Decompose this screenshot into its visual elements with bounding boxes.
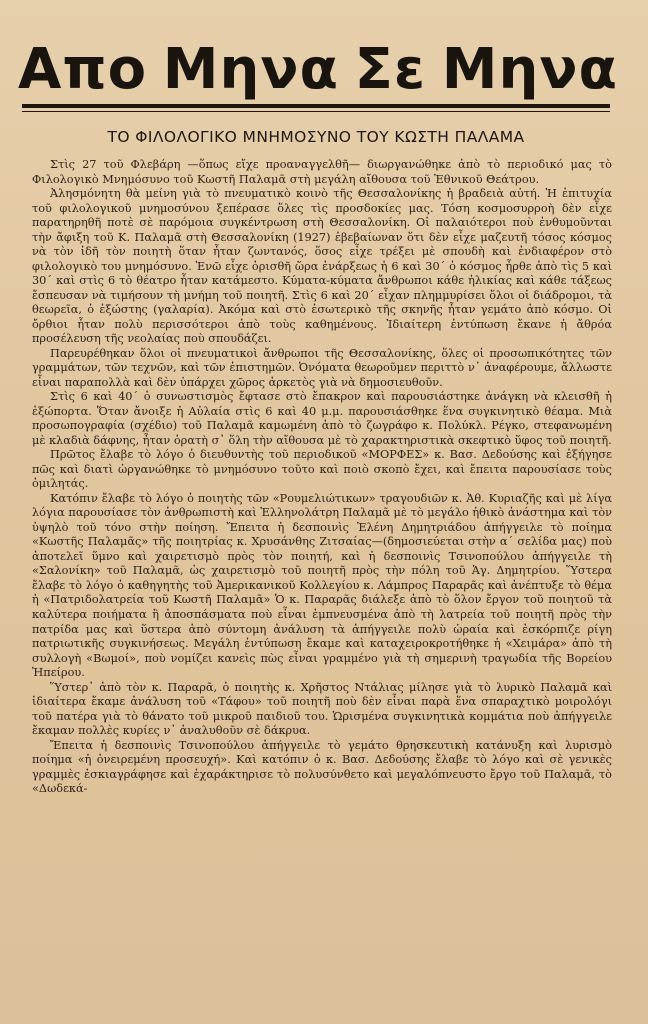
masthead-word-2: Μηνα <box>162 37 339 102</box>
article-title: ΤΟ ΦΙΛΟΛΟΓΙΚΟ ΜΝΗΜΟΣΥΝΟ ΤΟΥ ΚΩΣΤΗ ΠΑΛΑΜΑ <box>107 128 525 146</box>
article-paragraph: Κατόπιν ἔλαβε τὸ λόγο ὁ ποιητὴς τῶν «Ρουμελιώτικων» τραγουδιῶν κ. Ἀθ. Κυριαζῆς καὶ μὲ λίγα λόγια παρουσίασε τὸν ἀνθρωπιστὴ καὶ Ἑλληνολάτρη Παλαμᾶ μὲ τὸ μεγάλο ἠθικὸ ἀνάστημα καὶ τὸν ὑψηλὸ τοῦ τόνο στὴν ποίηση. Ἔπειτα ἡ δεσποινὶς Ἑλένη Δημητριάδου ἀπήγγειλε τὸ ποίημα «Κωστῆς Παλαμᾶς» τῆς ποιητρίας κ. Χρυσάνθης Ζιτσαίας—(δημοσιεύεται στὴν α΄ σελίδα μας) ποὺ ἀποτελεῖ ὕμνο καὶ χαιρετισμὸ πρὸς τὸν ποιητή, καὶ ἡ δεσποινὶς Τσινοπούλου ἀπήγγειλε τὴ «Σαλονίκη» τοῦ Παλαμᾶ, ὡς χαιρετισμὸ τοῦ ποιητῆ πρὸς τὴν πόλη τοῦ Ἁγ. Δημητρίου. Ὕστερα ἔλαβε τὸ λόγο ὁ καθηγητὴς τοῦ Ἀμερικανικοῦ Κολλεγίου κ. Λάμπρος Παραρᾶς καὶ ἀνέπτυξε τὸ θέμα ἡ «Πατριδολατρεία τοῦ Κωστῆ Παλαμᾶ» Ὁ κ. Παραρᾶς διάλεξε ἀπὸ τὸ ὅλον ἔργον τοῦ ποιητοῦ τὰ καλύτερα ποιήματα ἢ ἀποσπάσματα ποὺ εἶναι ἐμπνευσμένα ἀπὸ τὴ λατρεία τοῦ ποιητῆ πρὸς τὴν πατρίδα μας καὶ ὕστερα ἀπὸ σύντομη ἀνάλυση τὰ ἀπήγγειλε πολὺ ὡραία καὶ ἐσκόρπιζε ρίγη πατριωτικῆς συγκινήσεως. Μεγάλη ἐντύπωση ἔκαμε καὶ καταχειροκροτήθηκε ἡ «Χειμάρα» ἀπὸ τὴ συλλογὴ «Βωμοί», ποὺ νομίζει κανεὶς πὼς εἶναι γραμμένο γιὰ τὴ σημερινὴ τραγωδία τῆς Βορείου Ἠπείρου. <box>32 491 612 680</box>
article-paragraph: Πρῶτος ἔλαβε τὸ λόγο ὁ διευθυντὴς τοῦ περιοδικοῦ «ΜΟΡΦΕΣ» κ. Βασ. Δεδούσης καὶ ἐξήγησε πῶς καὶ διατὶ ὠργανώθηκε τὸ μνημόσυνο τοῦτο καὶ ποιὸ σκοπὸ ἔχει, καὶ ἔπειτα παρουσίασε τοὺς ὁμιλητάς. <box>32 448 612 491</box>
masthead-word-3: Σε <box>354 37 427 102</box>
article-paragraph: Ὕστερ᾿ ἀπὸ τὸν κ. Παραρᾶ, ὁ ποιητὴς κ. Χρῆστος Ντάλιας μίλησε γιὰ τὸ λυρικὸ Παλαμᾶ καὶ ἰδιαίτερα ἔκαμε ἀνάλυση τοῦ «Τάφου» τοῦ ποιητῆ ποὺ δὲν εἶναι παρὰ ἕνα σπαραχτικὸ μοιρολόγι τοῦ πατέρα γιὰ τὸ θάνατο τοῦ μικροῦ παιδιοῦ του. Ὡρισμένα συγκινητικὰ κομμάτια ποὺ ἀπήγγειλε ἔκαμαν πολλὲς κυρίες ν᾿ ἀναλυθοῦν σὲ δάκρυα. <box>32 680 612 738</box>
article-body <box>32 158 612 1018</box>
masthead <box>18 38 618 102</box>
article-paragraph: Στὶς 6 καὶ 40΄ ὁ συνωστισμὸς ἔφτασε στὸ ἔπακρον καὶ παρουσιάστηκε ἀνάγκη νὰ κλεισθῆ ἡ ἐξώπορτα. Ὅταν ἄνοιξε ἡ Αὐλαία στὶς 6 καὶ 40 μ.μ. παρουσιάσθηκε ἕνα συγκινητικὸ θέαμα. Μιὰ προσωπογραφία (σχέδιο) τοῦ Παλαμᾶ καμωμένη ἀπὸ τὸ ζωγράφο κ. Πολύκλ. Ρέγκο, στεφανωμένη μὲ κλαδιὰ δάφνης, ἦταν ὁρατὴ σ᾿ ὅλη τὴν αἴθουσα μὲ τὸ χαρακτηριστικὰ σκεφτικὸ ὕφος τοῦ ποιητῆ. <box>32 390 612 447</box>
article-paragraph: Στὶς 27 τοῦ Φλεβάρη —ὅπως εἴχε προαναγγελθῆ— διωργανώθηκε ἀπὸ τὸ περιοδικό μας τὸ Φιλολογικὸ Μνημόσυνο τοῦ Κωστῆ Παλαμᾶ στὴ μεγάλη αἴθουσα τοῦ Ἐθνικοῦ Θεάτρου. <box>32 158 612 186</box>
masthead-rule-thin <box>22 111 610 112</box>
article-paragraph: Παρευρέθηκαν ὅλοι οἱ πνευματικοὶ ἄνθρωποι τῆς Θεσσαλονίκης, ὅλες οἱ προσωπικότητες τῶν γραμμάτων, τῶν τεχνῶν, καὶ τῶν ἐπιστημῶν. Ὀνόματα θεωροῦμεν περιττὸ ν᾿ ἀναφέρουμε, ἄλλωστε εἶναι παραπολλὰ καὶ δὲν ὑπάρχει χῶρος ἀρκετὸς γιὰ νὰ δημοσιευθοῦν. <box>32 346 612 389</box>
article-paragraph: Ἔπειτα ἡ δεσποινὶς Τσινοπούλου ἀπήγγειλε τὸ γεμάτο θρησκευτικὴ κατάνυξη καὶ λυρισμὸ ποίημα «ἡ ὀνειρεμένη προσευχή». Καὶ κατόπιν ὁ κ. Βασ. Δεδούσης ἔλαβε τὸ λόγο καὶ σὲ γενικὲς γραμμὲς ἐσκιαγράφησε καὶ ἐχαράκτηρισε τὸ πολυσύνθετο καὶ μεγαλόπνευστο ἔργο τοῦ Παλαμᾶ, τὸ «Δωδεκά- <box>32 738 612 796</box>
article-paragraph: Ἀλησμόνητη θὰ μείνη γιὰ τὸ πνευματικὸ κοινὸ τῆς Θεσσαλονίκης ἡ βραδειὰ αὐτή. Ἡ ἐπιτυχία τοῦ φιλολογικοῦ μνημοσύνου ξεπέρασε ὅλες τὶς προσδοκίες μας. Τόση κοσμοσυρροὴ δὲν εἶχε παρατηρηθῆ ποτὲ σὲ παρόμοια συγκέντρωση στὴ Θεσσαλονίκη. Οἱ παλαιότεροι ποὺ ἐνθυμοῦνται τὴν ἄφιξη τοῦ Κ. Παλαμᾶ στὴ Θεσσαλονίκη (1927) ἐβεβαίωναν ὅτι δὲν εἶχε μαζευτῆ τόσος κόσμος νὰ τὸν ἰδῆ τὸν ποιητὴ ὅταν ἦταν ζωντανός, ὅσος εἶχε τρέξει μὲ σπουδὴ καὶ ἐνδιαφέρον στὸ φιλολογικὸ του μνημόσυνο. Ἐνῶ εἶχε ὁρισθῆ ὥρα ἐνάρξεως ἡ 6 καὶ 30΄ ὁ κόσμος ἦρθε ἀπὸ τὶς 5 καὶ 30΄ καὶ στὶς 6 τὸ θέατρο ἦταν κατάμεστο. Κύματα-κύματα ἄνθρωποι κάθε ἡλικίας καὶ κάθε τάξεως ἔσπευσαν νὰ τιμήσουν τὴ μνήμη τοῦ ποιητῆ. Στὶς 6 καὶ 20΄ εἶχαν πλημμυρίσει ὅλοι οἱ διάδρομοι, τὰ θεωρεῖα, ὁ ἐξώστης (γαλαρία). Ἀκόμα καὶ στὸ ἐσωτερικὸ τῆς σκηνῆς ἦταν γεμάτο ἀπὸ κόσμο. Οἱ ὄρθιοι ἦταν πολὺ περισσότεροι ἀπὸ τοὺς καθημένους. Ἰδιαίτερη ἐντύπωση ἔκανε ἡ ἄθρόα προσέλευση τῆς νεολαίας ποὺ σπουδάζει. <box>32 187 612 346</box>
masthead-word-4: Μηνα <box>441 37 618 102</box>
masthead-word-1: Απο <box>18 37 148 102</box>
masthead-rule-thick <box>22 104 610 108</box>
